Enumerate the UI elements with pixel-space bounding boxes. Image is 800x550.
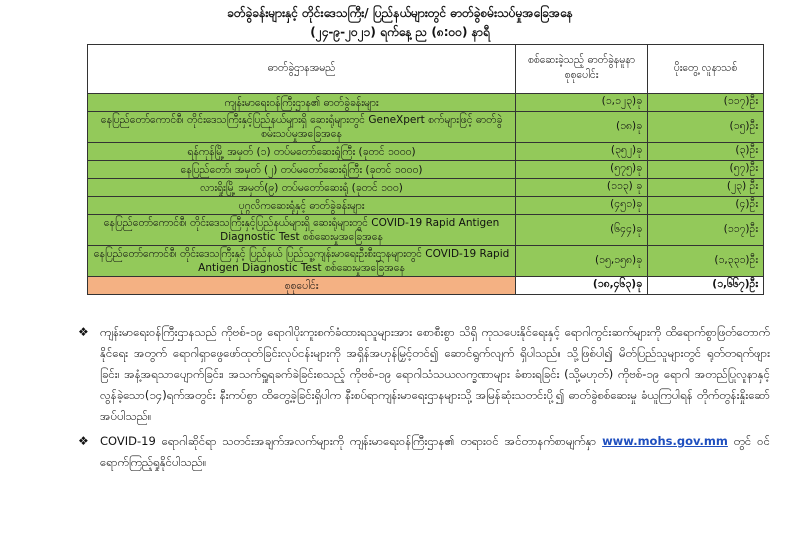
row-lab-name: လားရှိုးမြို့ အမှတ်(၉) တပ်မတော်ဆေးရုံ (ခုတင် ၁၀၀)	[88, 179, 516, 197]
table-row	[88, 197, 764, 215]
table-row	[88, 143, 764, 161]
row-lab-name: နေပြည်တော်၊ အမှတ် (၂) တပ်မတော်ဆေးရုံကြီး (ခုတင် ၁၀၀၀)	[88, 161, 516, 179]
row-cases: (၁၁၇)ဦး	[648, 215, 764, 246]
row-lab-name: ကျန်းမာရေးဝန်ကြီးဌာန၏ ဓာတ်ခွဲခန်းများ	[88, 94, 516, 112]
col-header-total-tests: စစ်ဆေးခဲ့သည့် ဓာတ်ခွဲနမူနာ စုစုပေါင်း	[516, 45, 648, 94]
table-row	[88, 215, 764, 246]
table-row	[88, 179, 764, 197]
row-tests: (၃၅၂)ခု	[516, 143, 648, 161]
row-tests: (၁၅,၁၅၈)ခု	[516, 246, 648, 277]
document-header	[0, 4, 800, 42]
ministry-website-link[interactable]: www.mohs.gov.mm	[602, 434, 728, 448]
lab-testing-table	[87, 44, 764, 295]
note-text-prefix: COVID-19 ရောဂါဆိုင်ရာ သတင်းအချက်အလက်များကို ကျန်းမာရေးဝန်ကြီးဌာန၏ တရားဝင် အင်တာနက်စာမျက်နှာ	[100, 434, 597, 448]
table-row	[88, 246, 764, 277]
col-header-lab-name: ဓာတ်ခွဲဌာနအမည်	[88, 45, 516, 94]
row-tests: (၆၄၄)ခု	[516, 215, 648, 246]
header-title: ခတ်ခွဲခန်းများနှင့် တိုင်းဒေသကြီး/ ပြည်နယ်များတွင် ဓာတ်ခွဲစမ်းသပ်မှုအခြေအနေ	[227, 6, 573, 20]
total-cases: (၁,၆၆၇)ဦး	[648, 277, 764, 295]
row-cases: (၁၁၇)ဦး	[648, 94, 764, 112]
col-header-new-cases: ပိုးတွေ့ လူနာသစ်	[648, 45, 764, 94]
header-date: (၂၄-၉-၂၀၂၁) ရက်နေ့ ည (၈:၀၀) နာရီ	[310, 25, 490, 39]
row-cases: (၁၅)ဦး	[648, 112, 764, 143]
row-cases: (၅၇)ဦး	[648, 161, 764, 179]
total-label: စုစုပေါင်း	[88, 277, 516, 295]
row-tests: (၅၇၅)ခု	[516, 161, 648, 179]
row-tests: (၁၁၃) ခု	[516, 179, 648, 197]
row-tests: (၄၅၁)ခု	[516, 197, 648, 215]
row-cases: (၃)ဦး	[648, 143, 764, 161]
note-text: ကျန်းမာရေးဝန်ကြီးဌာနသည် ကိုဗစ်-၁၉ ရောဂါပိုးကူးစက်ခံထားရသူများအား စောစီးစွာ သိရှိ ကုသပေးနိုင်ရေးနှင့် ရောဂါကွင်းဆက်များကို ထိရောက်စွာဖြတ်တောက်နိုင်ရေး အတွက် ရောဂါရှာဖွေဖော်ထုတ်ခြင်းလုပ်ငန်းများကို အရှိန်အဟုန်မြှင့်တင်၍ ဆောင်ရွက်လျက် ရှိပါသည်။ သို့ဖြစ်ပါ၍ မိတ်ပြည်သူများတွင် ရုတ်တရက်ဖျားခြင်း၊ အနံ့အရသာပျောက်ခြင်း၊ အသက်ရှူရခက်ခဲခြင်းစသည့် ကိုဗစ်-၁၉ ရောဂါသံသယလက္ခဏာများ ခံစားရခြင်း (သို့မဟုတ်) ကိုဗစ်-၁၉ ရောဂါ အတည်ပြုလူနာနှင့် လွန်ခဲ့သော(၁၄)ရက်အတွင်း နီးကပ်စွာ ထိတွေ့ခဲ့ခြင်းရှိပါက နီးစပ်ရာကျန်းမာရေးဌာနများသို့ အမြန်ဆုံးသတင်းပို့၍ ဓာတ်ခွဲစစ်ဆေးမှု ခံယူကြပါရန် တိုက်တွန်းနှိုးဆော်အပ်ပါသည်။	[100, 325, 770, 423]
table-row	[88, 161, 764, 179]
row-cases: (၄)ဦး	[648, 197, 764, 215]
table-row	[88, 94, 764, 112]
row-lab-name: ရန်ကုန်မြို့ အမှတ် (၁) တပ်မတော်ဆေးရုံကြီး (ခုတင် ၁၀၀၀)	[88, 143, 516, 161]
row-lab-name: နေပြည်တော်ကောင်စီ၊ တိုင်းဒေသကြီးနှင့်ပြည်နယ်များရှိ ဆေးရုံများတွင် COVID-19 Rapid Antigen Diagnostic Test စစ်ဆေးမှုအခြေအနေ	[88, 215, 516, 246]
table-row	[88, 112, 764, 143]
row-tests: (၁၈)ခု	[516, 112, 648, 143]
note-paragraph-advice	[70, 322, 770, 427]
total-tests: (၁၈,၄၆၃)ခု	[516, 277, 648, 295]
row-cases: (၁,၃၃၁)ဦး	[648, 246, 764, 277]
row-cases: (၂၃) ဦး	[648, 179, 764, 197]
row-lab-name: နေပြည်တော်ကောင်စီ၊ တိုင်းဒေသကြီးနှင့်ပြည်နယ်များရှိ ဆေးရုံများတွင် GeneXpert စက်များဖြင့် ဓာတ်ခွဲစမ်းသပ်မှုအခြေအနေ	[88, 112, 516, 143]
notes-section	[70, 322, 770, 477]
note-paragraph-website	[70, 431, 770, 473]
row-lab-name: နေပြည်တော်ကောင်စီ၊ တိုင်းဒေသကြီးနှင့် ပြည်နယ် ပြည်သူ့ကျန်းမာရေးဦးစီးဌာနများတွင် COVID-19 Rapid Antigen Diagnostic Test စစ်ဆေးမှုအခြေအနေ	[88, 246, 516, 277]
row-tests: (၁,၁၂၃)ခု	[516, 94, 648, 112]
diamond-bullet-icon: ❖	[78, 434, 89, 448]
table-header-row	[88, 45, 764, 94]
table-total-row	[88, 277, 764, 295]
diamond-bullet-icon: ❖	[78, 325, 89, 339]
row-lab-name: ပုဂ္ဂလိကဆေးရုံနှင့် ဓာတ်ခွဲခန်းများ	[88, 197, 516, 215]
note-text-suffix: တွင် ဝင်ရောက်ကြည့်ရှုနိုင်ပါသည်။	[100, 434, 770, 469]
